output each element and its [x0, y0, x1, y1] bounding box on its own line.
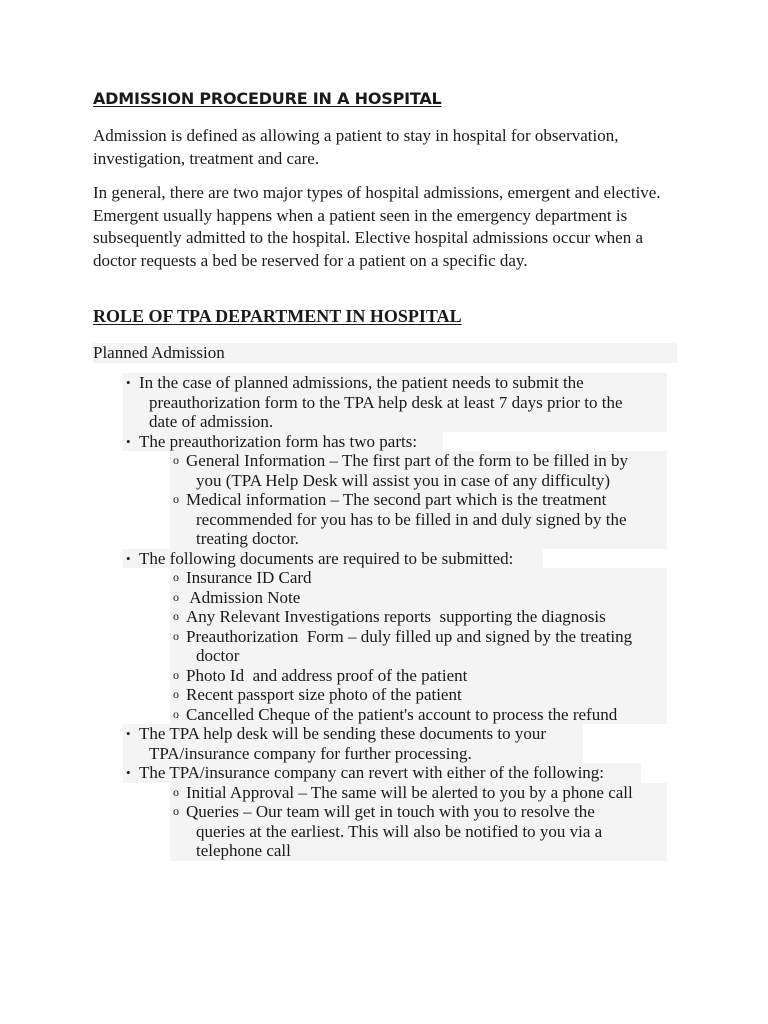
- bullet-icon: •: [126, 726, 131, 741]
- circle-bullet-icon: o: [173, 570, 179, 584]
- sub-list-item-text: Admission Note: [186, 587, 301, 607]
- sub-list-item-text: Cancelled Cheque of the patient's account to process the refund: [186, 704, 618, 724]
- sub-list-item-text: Any Relevant Investigations reports supporting the diagnosis: [186, 607, 606, 626]
- circle-bullet-icon: o: [173, 453, 179, 467]
- sub-list-item-text: treating doctor.: [196, 529, 299, 548]
- sub-list-item-text: Preauthorization Form – duly filled up and signed by the treating: [186, 626, 633, 646]
- sub-list-item-text: Medical information – The second part which is the treatment: [186, 490, 607, 509]
- circle-bullet-icon: o: [173, 706, 179, 721]
- circle-bullet-icon: o: [173, 667, 179, 682]
- sub-list-item-text: Recent passport size photo of the patient: [186, 685, 462, 704]
- admission-types-paragraph: In general, there are two major types of hospital admissions, emergent and elective. Emergent usually happens when a patient seen in the emergency department is subsequently admitted to the hospital. Elective hospital admissions occur when a doctor requests a bed be reserved for a patient on a specific day.: [93, 183, 661, 270]
- page-title: ADMISSION PROCEDURE IN A HOSPITAL: [93, 89, 442, 108]
- sub-list-item-text: Queries – Our team will get in touch with you to resolve the: [186, 802, 595, 821]
- sub-list-item-text: Photo Id and address proof of the patient: [186, 665, 468, 685]
- circle-bullet-icon: o: [173, 492, 179, 506]
- sub-list-item-text: Insurance ID Card: [186, 568, 312, 587]
- bullet-icon: •: [126, 765, 131, 780]
- bullet-icon: •: [126, 433, 131, 449]
- circle-bullet-icon: o: [173, 628, 179, 643]
- intro-paragraph: Admission is defined as allowing a patient to stay in hospital for observation, investigation, treatment and care.: [93, 126, 619, 168]
- list-item-text: The TPA/insurance company can revert with either of the following:: [139, 763, 605, 782]
- sub-list-item-text: Initial Approval – The same will be alerted to you by a phone call: [186, 782, 633, 802]
- list-item-text: TPA/insurance company for further processing.: [149, 743, 472, 763]
- list-item-text: The preauthorization form has two parts:: [139, 431, 418, 451]
- sub-list-item-text: recommended for you has to be filled in and duly signed by the: [196, 509, 627, 529]
- section-heading: ROLE OF TPA DEPARTMENT IN HOSPITAL: [93, 306, 462, 326]
- circle-bullet-icon: o: [173, 609, 179, 623]
- sub-list-item-text: General Information – The first part of the form to be filled in by: [186, 451, 629, 470]
- subsection-label: Planned Admission: [93, 343, 677, 363]
- circle-bullet-icon: o: [173, 804, 179, 818]
- bullet-icon: •: [126, 375, 131, 390]
- circle-bullet-icon: o: [173, 589, 179, 604]
- circle-bullet-icon: o: [173, 687, 179, 701]
- list-item-text: date of admission.: [149, 412, 274, 431]
- list-item-text: The TPA help desk will be sending these documents to your: [139, 724, 547, 743]
- list-item-text: In the case of planned admissions, the patient needs to submit the: [139, 373, 584, 392]
- list-item-text: The following documents are required to be submitted:: [139, 548, 514, 568]
- list-item-text: preauthorization form to the TPA help desk at least 7 days prior to the: [149, 392, 623, 412]
- circle-bullet-icon: o: [173, 784, 179, 799]
- bullet-icon: •: [126, 550, 131, 566]
- sub-list-item-text: telephone call: [196, 841, 291, 860]
- sub-list-item-text: you (TPA Help Desk will assist you in case of any difficulty): [196, 470, 611, 490]
- sub-list-item-text: queries at the earliest. This will also be notified to you via a: [196, 821, 603, 841]
- sub-list-item-text: doctor: [196, 646, 240, 665]
